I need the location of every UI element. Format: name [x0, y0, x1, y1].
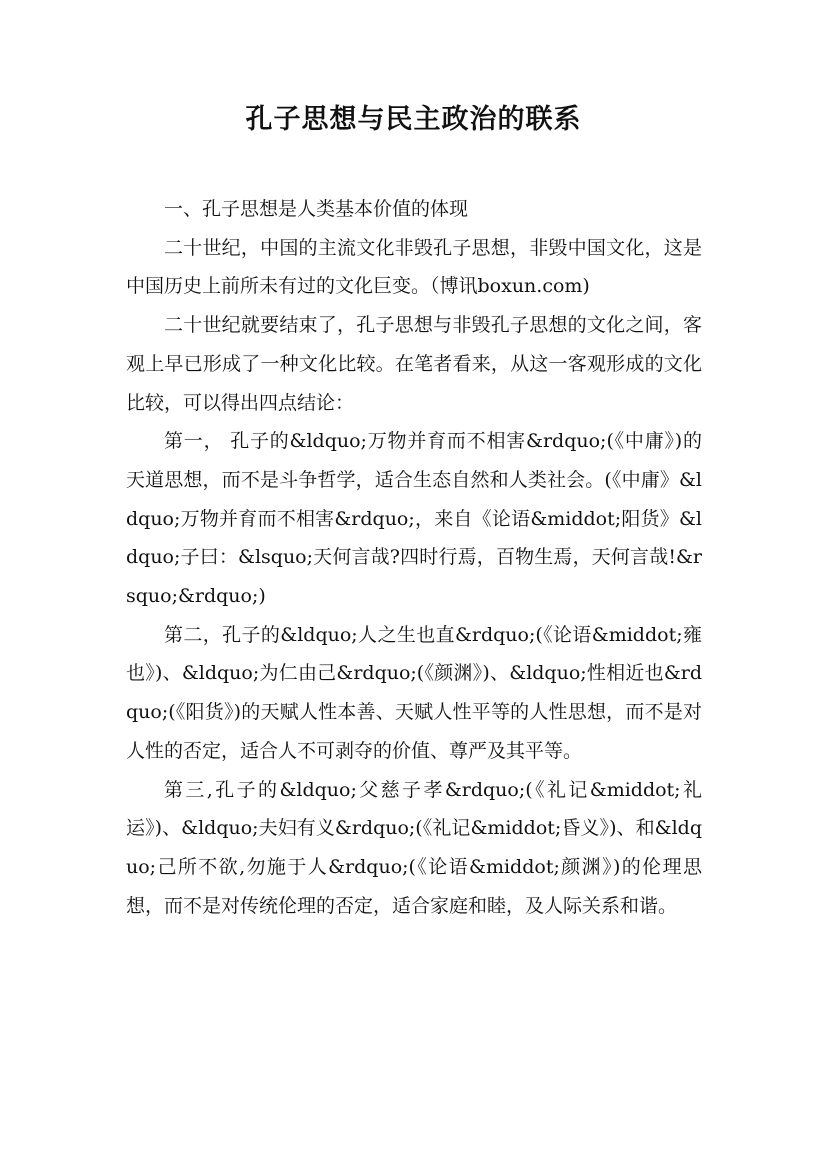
body-paragraph: 第二，孔子的&ldquo;人之生也直&rdquo;(《论语&middot;雍也》)、&ldquo;为仁由己&rdquo;(《颜渊》)、&ldquo;性相近也&rdquo;(《阳货》)的天赋人性本善、天赋人性平等的人性思想，而不是对人性的否定，适合人不可剥夺的价值、尊严及其平等。	[126, 623, 702, 762]
document-body	[126, 190, 702, 925]
body-paragraph: 第三,孔子的&ldquo;父慈子孝&rdquo;(《礼记&middot;礼运》)、&ldquo;夫妇有义&rdquo;(《礼记&middot;昏义》)、和&ldquo;己所不欲,勿施于人&rdquo;(《论语&middot;颜渊》)的伦理思想，而不是对传统伦理的否定，适合家庭和睦，及人际关系和谐。	[126, 778, 702, 917]
body-paragraph: 二十世纪就要结束了，孔子思想与非毁孔子思想的文化之间，客观上早已形成了一种文化比较。在笔者看来，从这一客观形成的文化比较，可以得出四点结论：	[126, 314, 702, 414]
document-title: 孔子思想与民主政治的联系	[245, 104, 582, 135]
section-heading: 一、孔子思想是人类基本价值的体现	[164, 198, 469, 220]
body-paragraph: 二十世纪，中国的主流文化非毁孔子思想，非毁中国文化，这是中国历史上前所未有过的文化巨变。（博讯boxun.com)	[126, 236, 702, 298]
body-paragraph: 第一， 孔子的&ldquo;万物并育而不相害&rdquo;(《中庸》)的天道思想，而不是斗争哲学，适合生态自然和人类社会。(《中庸》&ldquo;万物并育而不相害&rdquo;，来自《论语&middot;阳货》&ldquo;子曰：&lsquo;天何言哉?四时行焉，百物生焉，天何言哉!&rsquo;&rdquo;)	[126, 430, 702, 608]
